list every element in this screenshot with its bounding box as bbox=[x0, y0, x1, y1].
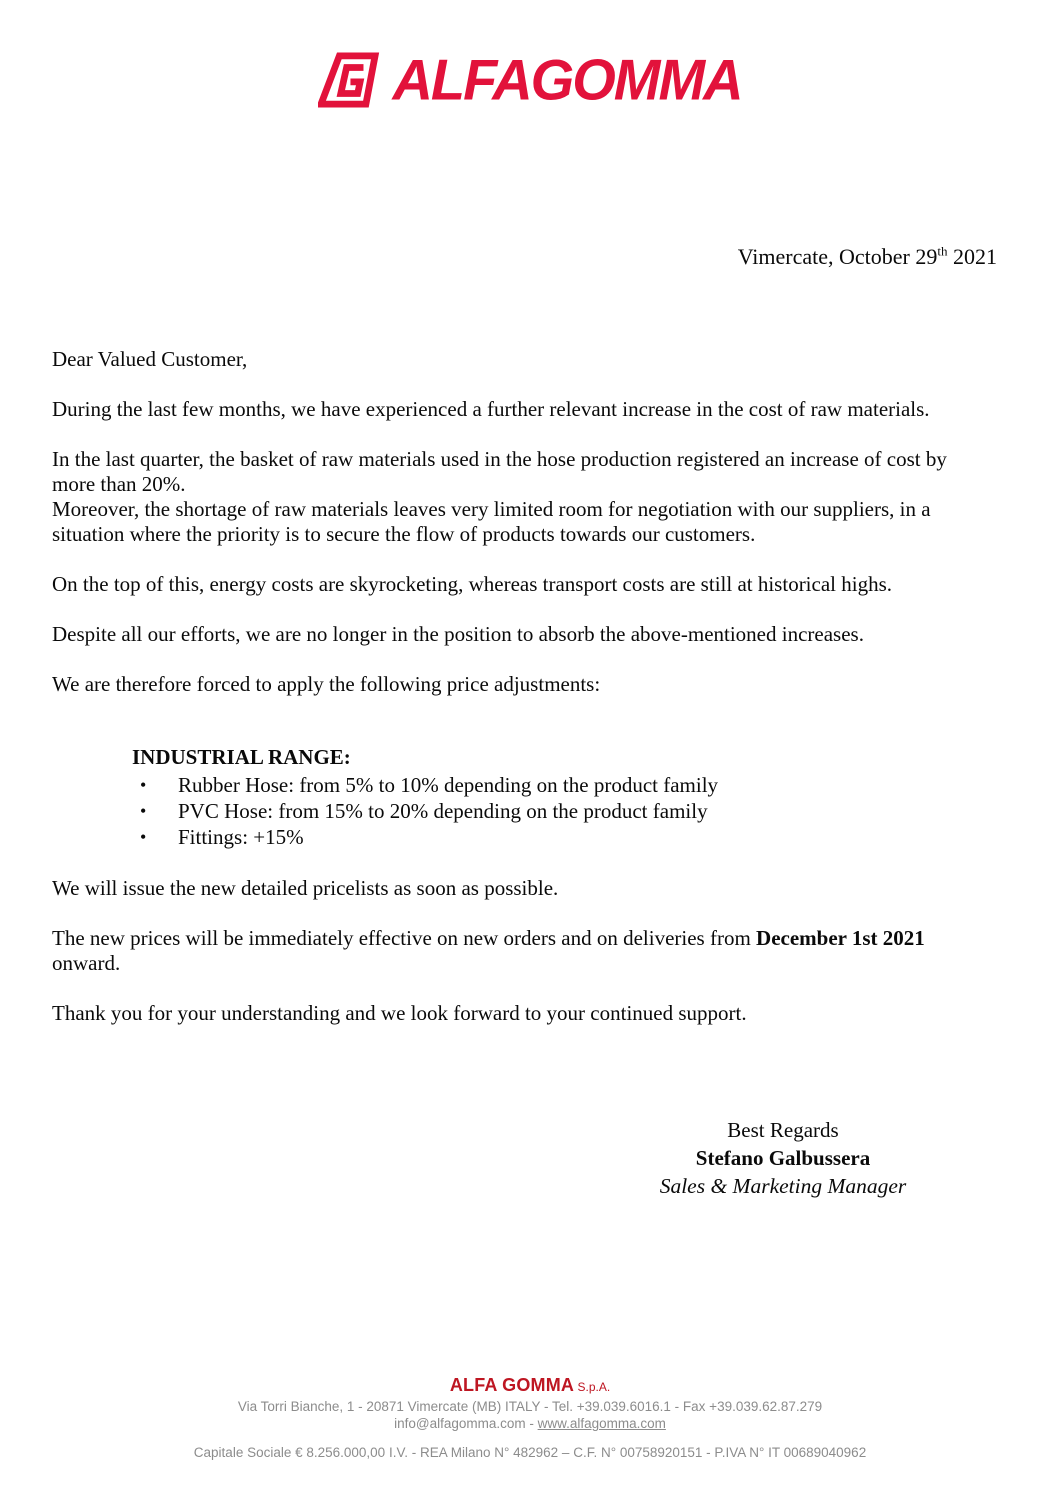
footer-company-suffix: S.p.A. bbox=[574, 1380, 611, 1394]
brand-name: ALFAGOMMA bbox=[392, 47, 742, 112]
footer-website-link[interactable]: www.alfagomma.com bbox=[537, 1416, 666, 1431]
dateline bbox=[738, 244, 997, 270]
paragraph-effective-date bbox=[52, 926, 972, 976]
signature-block bbox=[633, 1116, 933, 1200]
dateline-text: Vimercate, October 29 bbox=[737, 244, 938, 269]
bullet-icon: • bbox=[140, 801, 147, 821]
paragraph-price-adjustments: We are therefore forced to apply the following price adjustments: bbox=[52, 672, 601, 696]
paragraph-last-quarter: In the last quarter, the basket of raw materials used in the hose production registered an increase of cost by more than 20%. bbox=[52, 447, 947, 496]
effective-text-before: The new prices will be immediately effective on new orders and on deliveries from bbox=[52, 926, 757, 950]
footer-contact-line bbox=[0, 1415, 1060, 1432]
bullet-icon: • bbox=[140, 775, 147, 795]
footer-address-line: Via Torri Bianche, 1 - 20871 Vimercate (MB) ITALY - Tel. +39.039.6016.1 - Fax +39.039.62.87.279 bbox=[237, 1399, 823, 1414]
signature-title: Sales & Marketing Manager bbox=[659, 1174, 907, 1198]
bullet-icon: • bbox=[140, 827, 147, 847]
effective-text-after: onward. bbox=[52, 951, 121, 975]
paragraph-raw-materials: During the last few months, we have experienced a further relevant increase in the cost of raw materials. bbox=[52, 397, 930, 421]
list-item bbox=[52, 772, 972, 798]
dateline-year: 2021 bbox=[947, 244, 997, 269]
footer-company-line bbox=[0, 1374, 1060, 1398]
bullet-fittings: Fittings: +15% bbox=[178, 825, 304, 849]
paragraph-shortage: Moreover, the shortage of raw materials leaves very limited room for negotiation with our suppliers, in a situation where the priority is to secure the flow of products towards our customers. bbox=[52, 497, 931, 546]
brand-logo bbox=[0, 47, 1060, 112]
paragraph-absorb: Despite all our efforts, we are no longer in the position to absorb the above-mentioned increases. bbox=[52, 622, 864, 646]
letterhead-footer bbox=[0, 1374, 1060, 1461]
footer-email: info@alfagomma.com bbox=[394, 1416, 526, 1431]
footer-company-name: ALFA GOMMA bbox=[449, 1375, 575, 1395]
signature-regards: Best Regards bbox=[727, 1118, 839, 1142]
paragraph-energy-costs: On the top of this, energy costs are skyrocketing, whereas transport costs are still at historical highs. bbox=[52, 572, 892, 596]
dateline-ordinal: th bbox=[937, 243, 948, 259]
bullet-rubber-hose: Rubber Hose: from 5% to 10% depending on the product family bbox=[178, 773, 719, 797]
footer-registration-line: Capitale Sociale € 8.256.000,00 I.V. - REA Milano N° 482962 – C.F. N° 00758920151 - P.IVA N° IT 00689040962 bbox=[193, 1445, 867, 1460]
industrial-range-heading: INDUSTRIAL RANGE: bbox=[132, 745, 351, 769]
paragraph-thanks: Thank you for your understanding and we look forward to your continued support. bbox=[52, 1001, 747, 1025]
salutation: Dear Valued Customer, bbox=[52, 347, 248, 371]
list-item bbox=[52, 824, 972, 850]
footer-separator: - bbox=[525, 1416, 538, 1431]
letter-body bbox=[52, 347, 972, 1051]
industrial-range-section bbox=[52, 745, 972, 850]
effective-date-bold: December 1st 2021 bbox=[756, 926, 925, 950]
bullet-pvc-hose: PVC Hose: from 15% to 20% depending on the product family bbox=[178, 799, 708, 823]
list-item bbox=[52, 798, 972, 824]
signature-name: Stefano Galbussera bbox=[695, 1146, 871, 1170]
paragraph-pricelists: We will issue the new detailed pricelists as soon as possible. bbox=[52, 876, 559, 900]
alfagomma-monogram-icon bbox=[318, 52, 380, 108]
